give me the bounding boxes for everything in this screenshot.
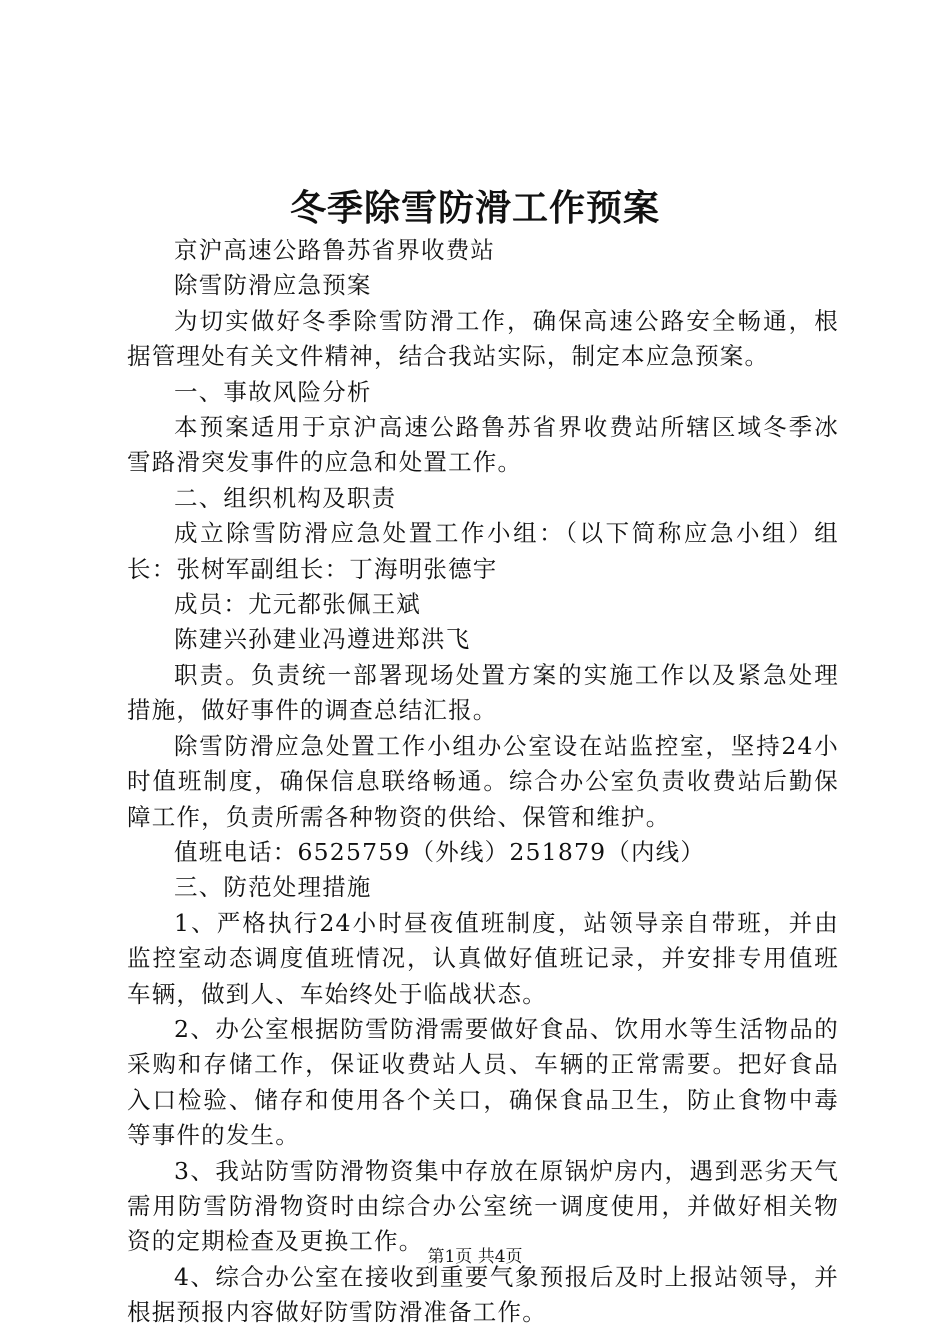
- paragraph-measure-4: 4、综合办公室在接收到重要气象预报后及时上报站领导，并根据预报内容做好防雪防滑准备工作。: [127, 1262, 839, 1327]
- section-heading-organization: 二、组织机构及职责: [174, 483, 397, 512]
- section-heading-risk-analysis: 一、事故风险分析: [174, 377, 372, 406]
- paragraph-duties: 职责。负责统一部署现场处置方案的实施工作以及紧急处理措施，做好事件的调查总结汇报。: [127, 660, 839, 725]
- document-title: 冬季除雪防滑工作预案: [289, 187, 660, 229]
- paragraph-scope: 本预案适用于京沪高速公路鲁苏省界收费站所辖区域冬季冰雪路滑突发事件的应急和处置工作。: [127, 413, 839, 477]
- paragraph-members: 成员：尤元都张佩王斌: [174, 590, 421, 619]
- document-body: [127, 233, 839, 1331]
- paragraph-measure-1: 1、严格执行24小时昼夜值班制度，站领导亲自带班，并由监控室动态调度值班情况，认真做好值班记录，并安排专用值班车辆，做到人、车始终处于临战状态。: [127, 908, 839, 1008]
- paragraph-station-name: 京沪高速公路鲁苏省界收费站: [174, 236, 496, 264]
- paragraph-members-continued: 陈建兴孙建业冯遵进郑洪飞: [174, 625, 471, 654]
- paragraph-team-leaders: 成立除雪防滑应急处置工作小组：（以下简称应急小组）组长：张树军副组长：丁海明张德宇: [127, 519, 839, 583]
- paragraph-intro: 为切实做好冬季除雪防滑工作，确保高速公路安全畅通，根据管理处有关文件精神，结合我站实际，制定本应急预案。: [127, 306, 839, 371]
- page-footer: 第1页 共4页: [427, 1247, 523, 1267]
- paragraph-office: 除雪防滑应急处置工作小组办公室设在站监控室，坚持24小时值班制度，确保信息联络畅通。综合办公室负责收费站后勤保障工作，负责所需各种物资的供给、保管和维护。: [127, 731, 839, 831]
- paragraph-duty-phone: 值班电话：6525759（外线）251879（内线）: [174, 837, 706, 866]
- paragraph-measure-3: 3、我站防雪防滑物资集中存放在原锅炉房内，遇到恶劣天气需用防雪防滑物资时由综合办公室统一调度使用，并做好相关物资的定期检查及更换工作。: [127, 1156, 839, 1256]
- paragraph-measure-2: 2、办公室根据防雪防滑需要做好食品、饮用水等生活物品的采购和存储工作，保证收费站人员、车辆的正常需要。把好食品入口检验、储存和使用各个关口，确保食品卫生，防止食物中毒等事件的发生。: [127, 1014, 839, 1150]
- section-heading-measures: 三、防范处理措施: [174, 873, 372, 902]
- paragraph-plan-name: 除雪防滑应急预案: [174, 271, 372, 300]
